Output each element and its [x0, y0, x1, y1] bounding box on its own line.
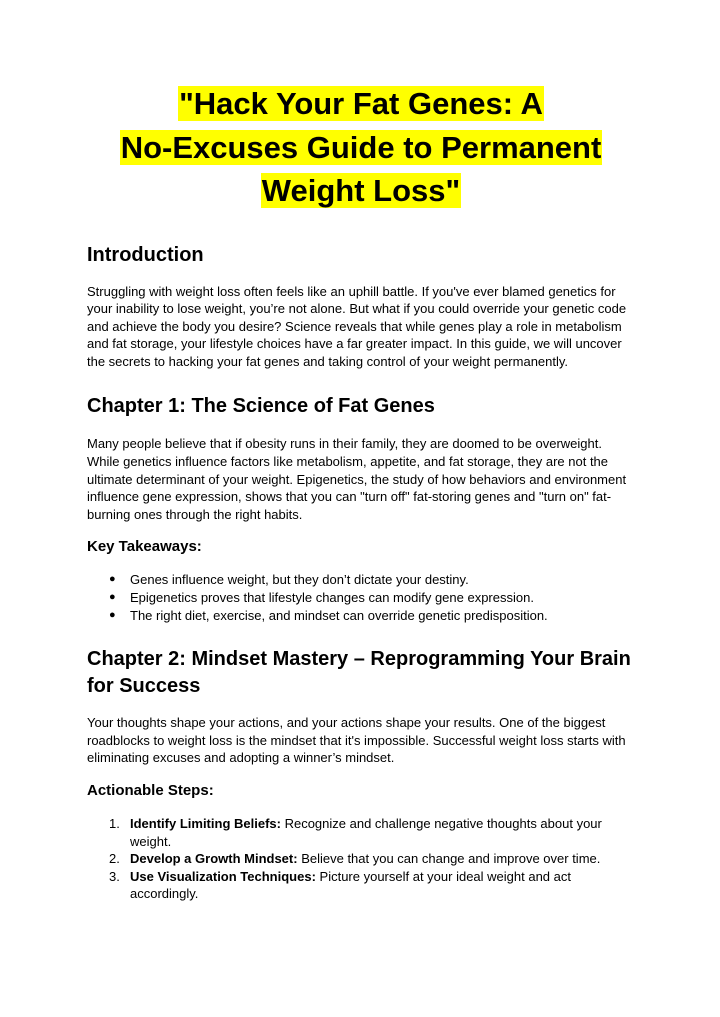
chapter-2-heading: Chapter 2: Mindset Mastery – Reprogramming Your Brain for Success — [87, 648, 631, 698]
step-number: 2. — [109, 851, 120, 867]
actionable-steps-heading: Actionable Steps: — [87, 782, 214, 799]
takeaway-text: Genes influence weight, but they don’t dictate your destiny. — [130, 572, 469, 588]
key-takeaways-heading: Key Takeaways: — [87, 538, 202, 556]
step-number: 1. — [109, 816, 120, 831]
takeaway-text: Epigenetics proves that lifestyle changes can modify gene expression. — [130, 590, 534, 606]
step-text: Believe that you can change and improve over time. — [297, 851, 601, 867]
step-text: Picture yourself at your ideal weight and act accordingly. — [130, 868, 571, 902]
title-line-2: No-Excuses Guide to Permanent — [120, 129, 602, 165]
step-label: Identify Limiting Beliefs: — [130, 816, 281, 831]
step-number: 3. — [109, 868, 120, 884]
step-text: Recognize and challenge negative thoughts about your weight. — [130, 816, 602, 849]
step-label: Develop a Growth Mindset: — [130, 851, 298, 867]
list-item — [87, 607, 635, 625]
title-line-1: "Hack Your Fat Genes: A — [179, 86, 543, 121]
bullet-icon: ● — [109, 573, 116, 586]
takeaway-text: The right diet, exercise, and mindset can override genetic predisposition. — [130, 607, 548, 623]
document-page — [87, 82, 635, 903]
introduction-paragraph: Struggling with weight loss often feels like an uphill battle. If you've ever blamed genetics for your inability to lose weight, you’re not alone. But what if you could override your genetic code and achieve the body you desire? Science reveals that while genes play a role in metabolism and fat storage, your lifestyle choices have a far greater impact. In this guide, we will uncover the secrets to hacking your fat genes and taking control of your weight permanently. — [87, 283, 627, 369]
chapter-1-heading: Chapter 1: The Science of Fat Genes — [87, 395, 435, 418]
actionable-steps-list — [87, 815, 635, 903]
chapter-1-paragraph: Many people believe that if obesity runs in their family, they are doomed to be overweight. While genetics influence factors like metabolism, appetite, and fat storage, they are not the ultimate determinant of your weight. Epigenetics, the study of how behaviors and environment influence gene expression, shows that you can "turn off" fat-storing genes and "turn on" fat-burning ones through the right habits. — [87, 436, 627, 522]
document-title — [87, 82, 635, 213]
step-label: Use Visualization Techniques: — [130, 868, 316, 884]
introduction-heading: Introduction — [87, 243, 204, 266]
title-line-3: Weight Loss" — [261, 173, 461, 208]
chapter-2-paragraph: Your thoughts shape your actions, and your actions shape your results. One of the biggest roadblocks to weight loss is the mindset that it's impossible. Successful weight loss starts with eliminating excuses and adopting a winner’s mindset. — [87, 715, 626, 766]
list-item — [87, 589, 635, 607]
list-item — [87, 850, 635, 868]
list-item — [87, 571, 635, 589]
bullet-icon: ● — [109, 608, 116, 621]
key-takeaways-list — [87, 571, 635, 624]
list-item — [87, 868, 635, 903]
list-item — [87, 815, 635, 850]
bullet-icon: ● — [109, 591, 116, 604]
